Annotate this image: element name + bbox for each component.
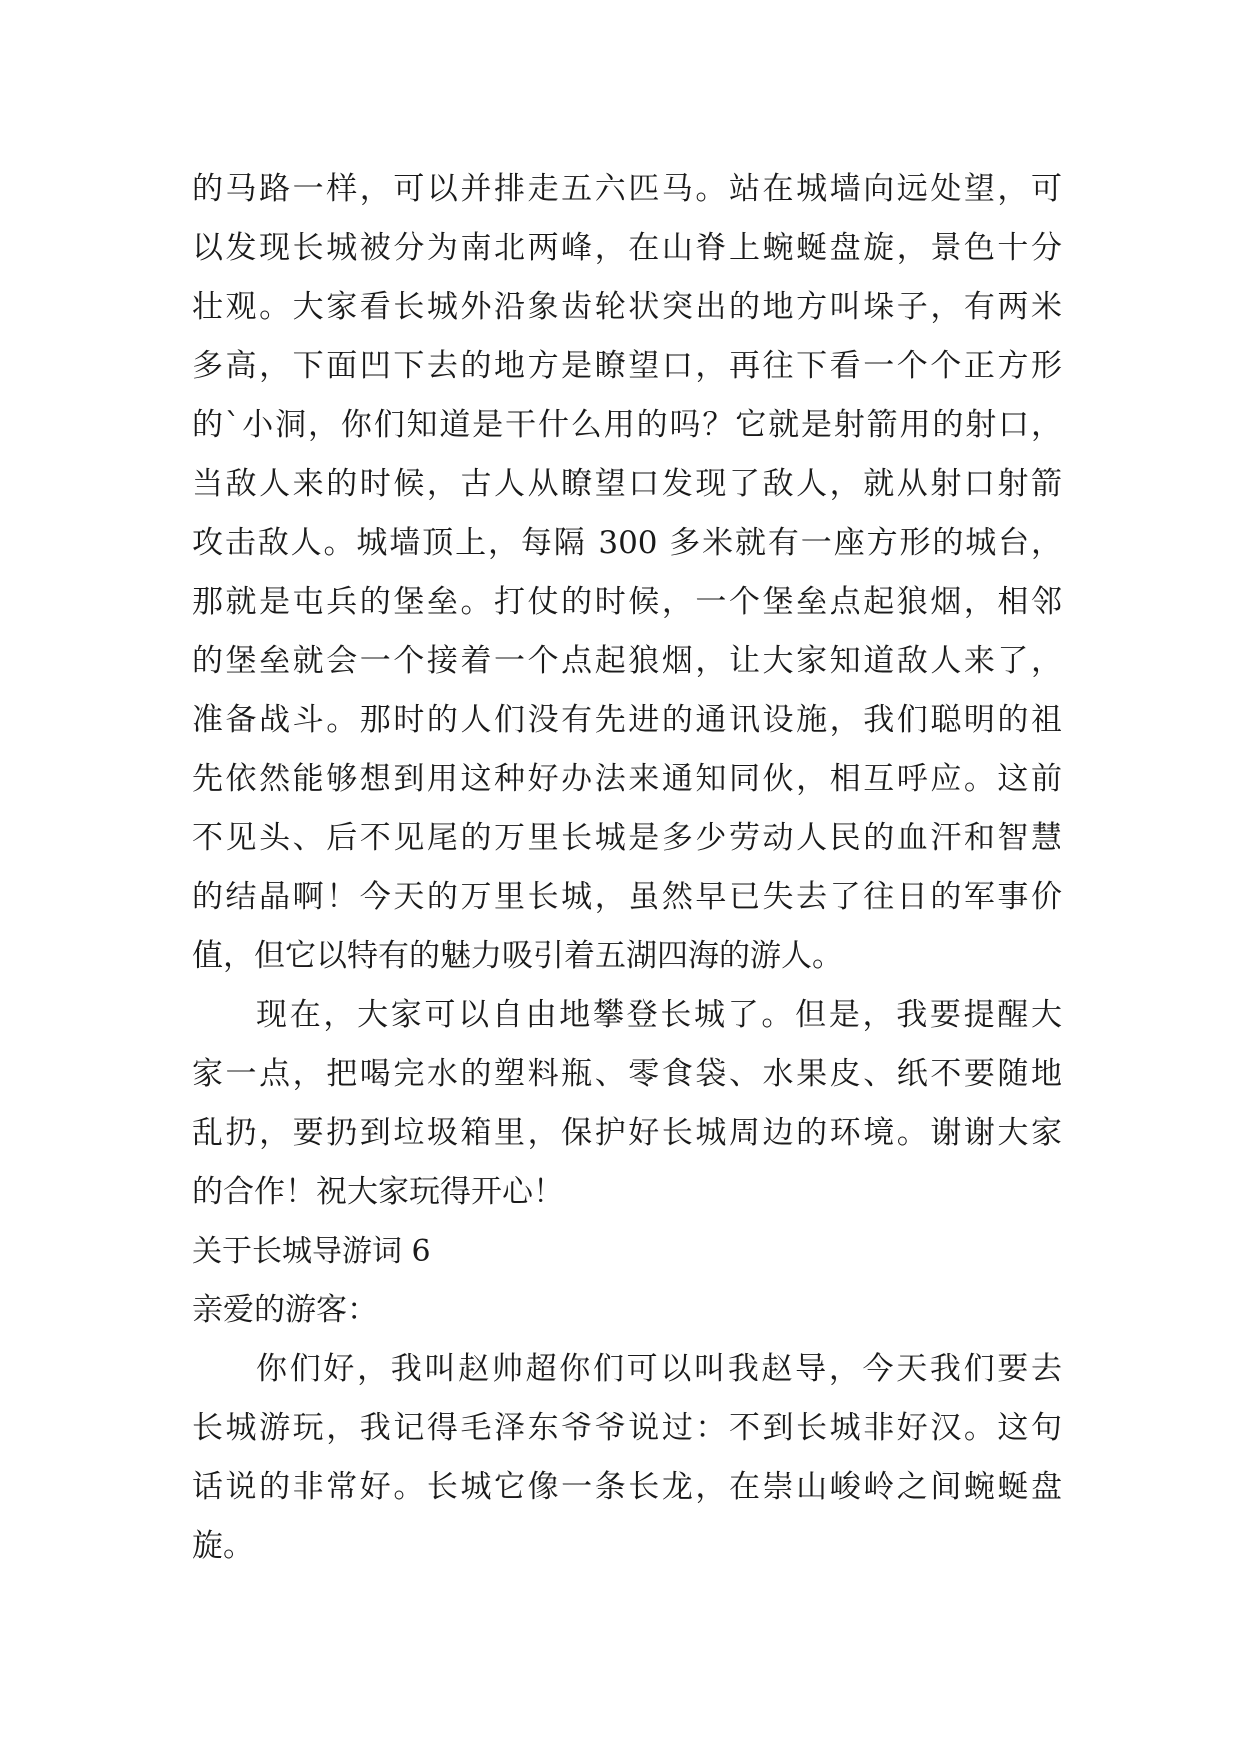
text-line: 以发现长城被分为南北两峰，在山脊上蜿蜒盘旋，景色十分 [192,230,1062,266]
body-text [192,160,1062,1576]
text-line: 长城游玩，我记得毛泽东爷爷说过：不到长城非好汉。这句 [192,1410,1062,1446]
text-line: 家一点，把喝完水的塑料瓶、零食袋、水果皮、纸不要随地 [192,1056,1062,1092]
paragraph-first-line: 你们好，我叫赵帅超你们可以叫我赵导，今天我们要去 [256,1351,1062,1387]
text-line: 的结晶啊！今天的万里长城，虽然早已失去了往日的军事价 [192,879,1062,915]
text-line: 壮观。大家看长城外沿象齿轮状突出的地方叫垛子，有两米 [192,289,1062,325]
text-line: 那就是屯兵的堡垒。打仗的时候，一个堡垒点起狼烟，相邻 [192,584,1062,620]
text-line: 不见头、后不见尾的万里长城是多少劳动人民的血汗和智慧 [192,820,1062,856]
text-line: 的堡垒就会一个接着一个点起狼烟，让大家知道敌人来了， [192,643,1062,679]
text-line: 的合作！祝大家玩得开心！ [192,1174,564,1210]
salutation: 亲爱的游客： [192,1292,378,1328]
text-line: 值，但它以特有的魅力吸引着五湖四海的游人。 [192,938,843,974]
paragraph-first-line: 现在，大家可以自由地攀登长城了。但是，我要提醒大 [256,997,1062,1033]
text-line: 准备战斗。那时的人们没有先进的通讯设施，我们聪明的祖 [192,702,1062,738]
text-line: 攻击敌人。城墙顶上，每隔 300 多米就有一座方形的城台， [192,525,1062,561]
text-line: 的`小洞，你们知道是干什么用的吗？它就是射箭用的射口， [192,407,1062,443]
text-line: 当敌人来的时候，古人从瞭望口发现了敌人，就从射口射箭 [192,466,1062,502]
text-line: 多高，下面凹下去的地方是瞭望口，再往下看一个个正方形 [192,348,1062,384]
text-line: 先依然能够想到用这种好办法来通知同伙，相互呼应。这前 [192,761,1062,797]
text-line: 话说的非常好。长城它像一条长龙，在崇山峻岭之间蜿蜒盘 [192,1469,1062,1505]
section-heading: 关于长城导游词 6 [192,1234,431,1269]
text-line: 乱扔，要扔到垃圾箱里，保护好长城周边的环境。谢谢大家 [192,1115,1062,1151]
text-line: 旋。 [192,1528,254,1564]
text-line: 的马路一样，可以并排走五六匹马。站在城墙向远处望，可 [192,171,1062,207]
